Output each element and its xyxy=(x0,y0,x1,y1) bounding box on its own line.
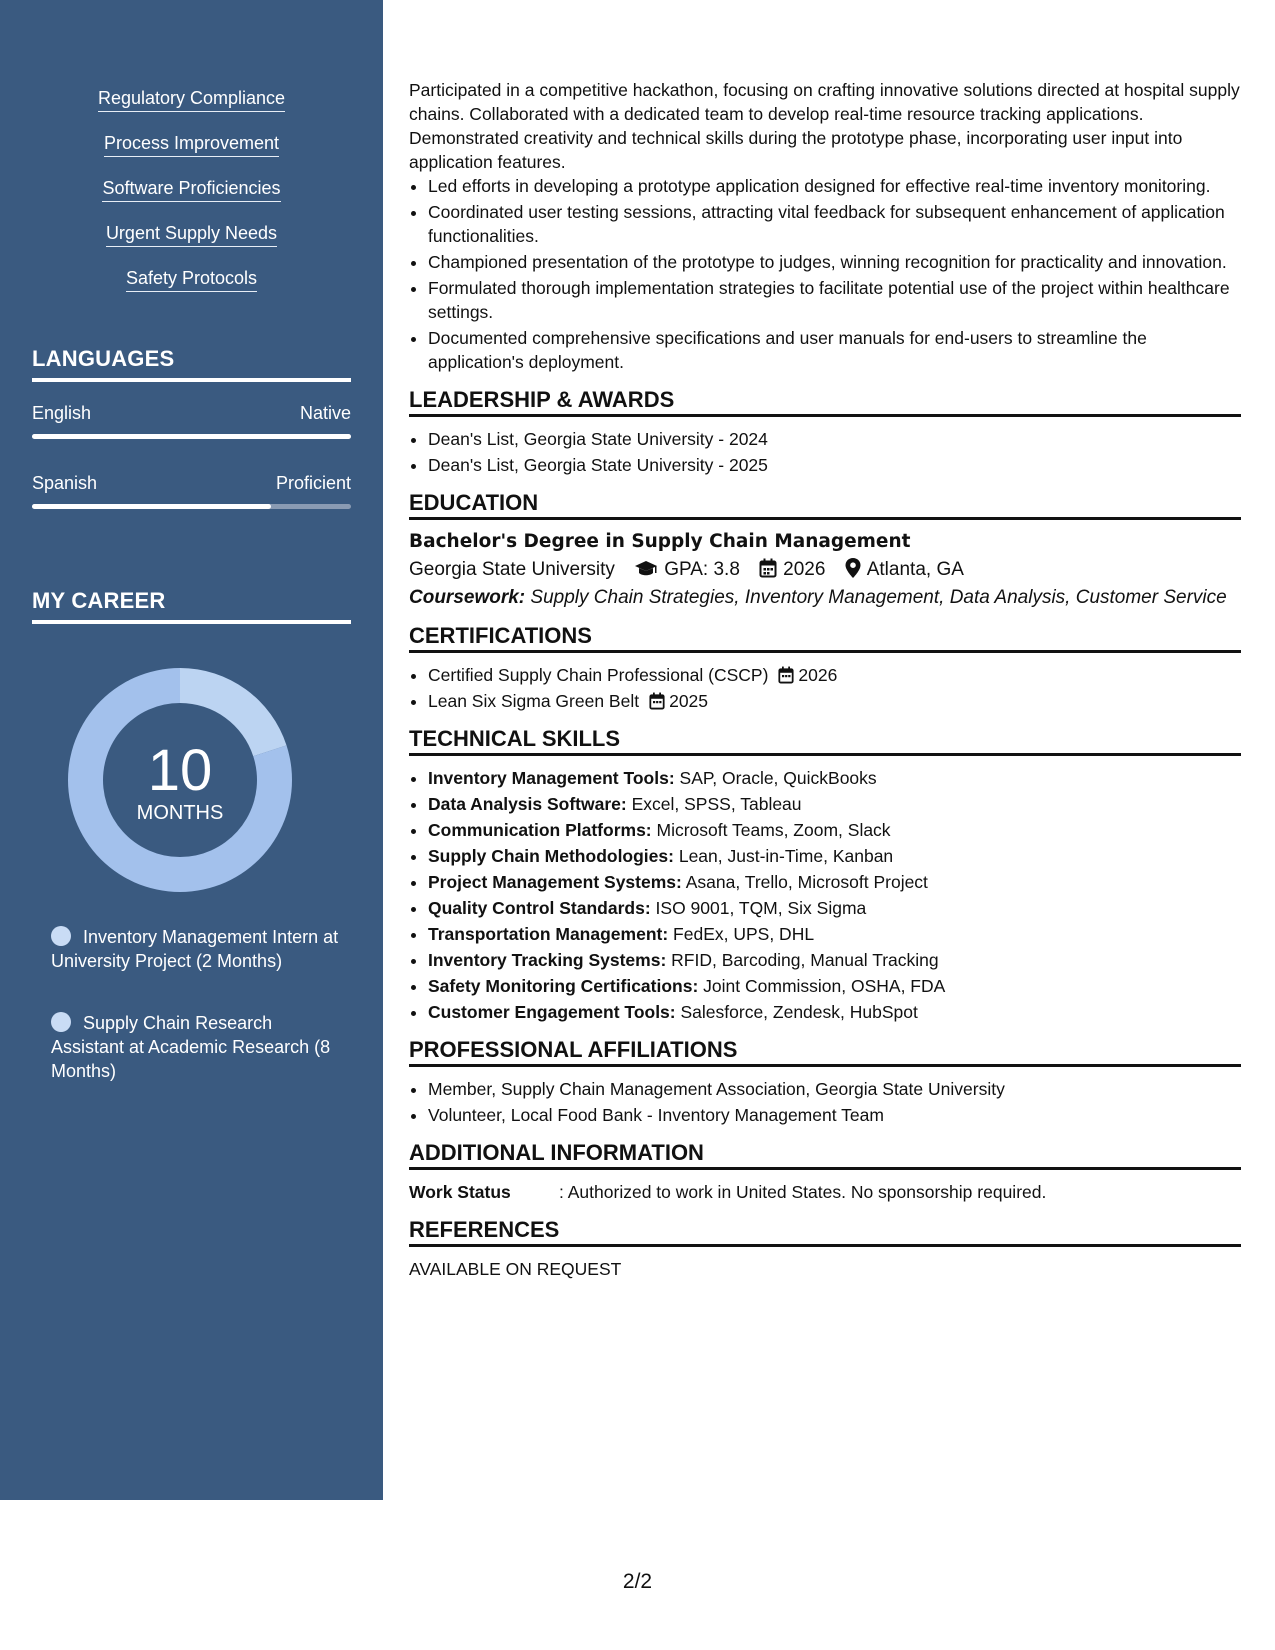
list-item: • Safety Monitoring Certifications: Joint Commission, OSHA, FDA xyxy=(428,974,1241,998)
language-row xyxy=(32,403,351,424)
calendar-icon xyxy=(649,692,665,710)
technical-skills-heading: TECHNICAL SKILLS xyxy=(409,727,1241,756)
graduation-cap-icon xyxy=(634,560,658,578)
list-item: • Communication Platforms: Microsoft Teams, Zoom, Slack xyxy=(428,818,1241,842)
calendar-icon xyxy=(778,666,794,684)
list-item: • Lean Six Sigma Green Belt 2025 xyxy=(428,689,1241,713)
education-heading: EDUCATION xyxy=(409,491,1241,520)
list-item: • Project Management Systems: Asana, Trello, Microsoft Project xyxy=(428,870,1241,894)
bullet-dot-icon xyxy=(51,926,71,946)
experience-bullets xyxy=(409,174,1241,374)
skill-link[interactable]: Process Improvement xyxy=(0,133,383,157)
language-bar-fill xyxy=(32,504,271,509)
list-item: • Member, Supply Chain Management Association, Georgia State University xyxy=(428,1077,1241,1101)
language-level: Native xyxy=(299,403,351,423)
language-bar xyxy=(32,504,351,509)
location-pin-icon xyxy=(845,558,861,578)
list-item: • Inventory Management Tools: SAP, Oracle, QuickBooks xyxy=(428,766,1241,790)
list-item: • Volunteer, Local Food Bank - Inventory Management Team xyxy=(428,1103,1241,1127)
certifications-list xyxy=(409,663,1241,713)
references-text: AVAILABLE ON REQUEST xyxy=(409,1259,622,1279)
list-item: • Data Analysis Software: Excel, SPSS, Tableau xyxy=(428,792,1241,816)
list-item: • Dean's List, Georgia State University - 2024 xyxy=(428,427,1241,451)
list-item: • Certified Supply Chain Professional (CSCP) 2026 xyxy=(428,663,1241,687)
gpa: GPA: 3.8 xyxy=(664,559,740,580)
list-item: • Championed presentation of the prototype to judges, winning recognition for practicality and innovation. xyxy=(428,250,1241,274)
skill-link[interactable]: Urgent Supply Needs xyxy=(0,223,383,247)
work-status xyxy=(409,1180,1046,1204)
affiliations-list xyxy=(409,1077,1241,1127)
work-status-label: Work Status xyxy=(409,1182,511,1202)
affiliations-heading: PROFESSIONAL AFFILIATIONS xyxy=(409,1038,1241,1067)
school-name: Georgia State University xyxy=(409,559,615,580)
additional-info-heading: ADDITIONAL INFORMATION xyxy=(409,1141,1241,1170)
degree-title: Bachelor's Degree in Supply Chain Management xyxy=(409,531,911,552)
graduation-year: 2026 xyxy=(783,559,826,580)
language-row xyxy=(32,473,351,494)
technical-skills-list xyxy=(409,766,1241,1024)
coursework: Coursework: Supply Chain Strategies, Inventory Management, Data Analysis, Customer Service xyxy=(409,587,1227,608)
certifications-heading: CERTIFICATIONS xyxy=(409,624,1241,653)
language-name: English xyxy=(32,403,92,423)
skill-link[interactable]: Software Proficiencies xyxy=(0,178,383,202)
language-level: Proficient xyxy=(275,473,351,493)
page-number: 2/2 xyxy=(622,1570,653,1593)
calendar-icon xyxy=(759,558,777,578)
list-item: • Dean's List, Georgia State University - 2025 xyxy=(428,453,1241,477)
list-item: • Supply Chain Methodologies: Lean, Just-in-Time, Kanban xyxy=(428,844,1241,868)
school-location: Atlanta, GA xyxy=(866,559,964,580)
leadership-heading: LEADERSHIP & AWARDS xyxy=(409,388,1241,417)
main-content xyxy=(409,78,1241,1281)
experience-description: Participated in a competitive hackathon, focusing on crafting innovative solutions directed at hospital supply chains. Collaborated with a dedicated team to develop real-time resource tracking applications. Demonstrated creativity and technical skills during the prototype phase, incorporating user input into application features. xyxy=(409,80,1240,172)
list-item: • Coordinated user testing sessions, attracting vital feedback for subsequent enhancement of application functionalities. xyxy=(428,200,1241,248)
skill-link[interactable]: Regulatory Compliance xyxy=(0,88,383,112)
language-name: Spanish xyxy=(32,473,98,493)
list-item: • Led efforts in developing a prototype application designed for effective real-time inventory monitoring. xyxy=(428,174,1241,198)
languages-heading: LANGUAGES xyxy=(32,346,351,382)
career-donut-chart xyxy=(66,666,294,894)
list-item: • Quality Control Standards: ISO 9001, TQM, Six Sigma xyxy=(428,896,1241,920)
work-status-value: : Authorized to work in United States. No sponsorship required. xyxy=(559,1182,1047,1202)
sidebar xyxy=(0,0,383,1500)
skill-link[interactable]: Safety Protocols xyxy=(0,268,383,292)
references-heading: REFERENCES xyxy=(409,1218,1241,1247)
list-item: • Formulated thorough implementation strategies to facilitate potential use of the project within healthcare settings. xyxy=(428,276,1241,324)
career-item: Inventory Management Intern at University Project (2 Months) xyxy=(51,927,339,971)
career-total: 10 xyxy=(147,738,213,803)
career-unit: MONTHS xyxy=(136,802,224,824)
career-heading: MY CAREER xyxy=(32,588,351,624)
bullet-dot-icon xyxy=(51,1012,71,1032)
list-item: • Inventory Tracking Systems: RFID, Barcoding, Manual Tracking xyxy=(428,948,1241,972)
career-item: Supply Chain Research Assistant at Academic Research (8 Months) xyxy=(51,1013,331,1081)
language-bar-fill xyxy=(32,434,351,439)
list-item: • Customer Engagement Tools: Salesforce, Zendesk, HubSpot xyxy=(428,1000,1241,1024)
language-bar xyxy=(32,434,351,439)
education-meta xyxy=(409,558,1241,582)
list-item: • Documented comprehensive specifications and user manuals for end-users to streamline the application's deployment. xyxy=(428,326,1241,374)
leadership-list xyxy=(409,427,1241,477)
list-item: • Transportation Management: FedEx, UPS, DHL xyxy=(428,922,1241,946)
